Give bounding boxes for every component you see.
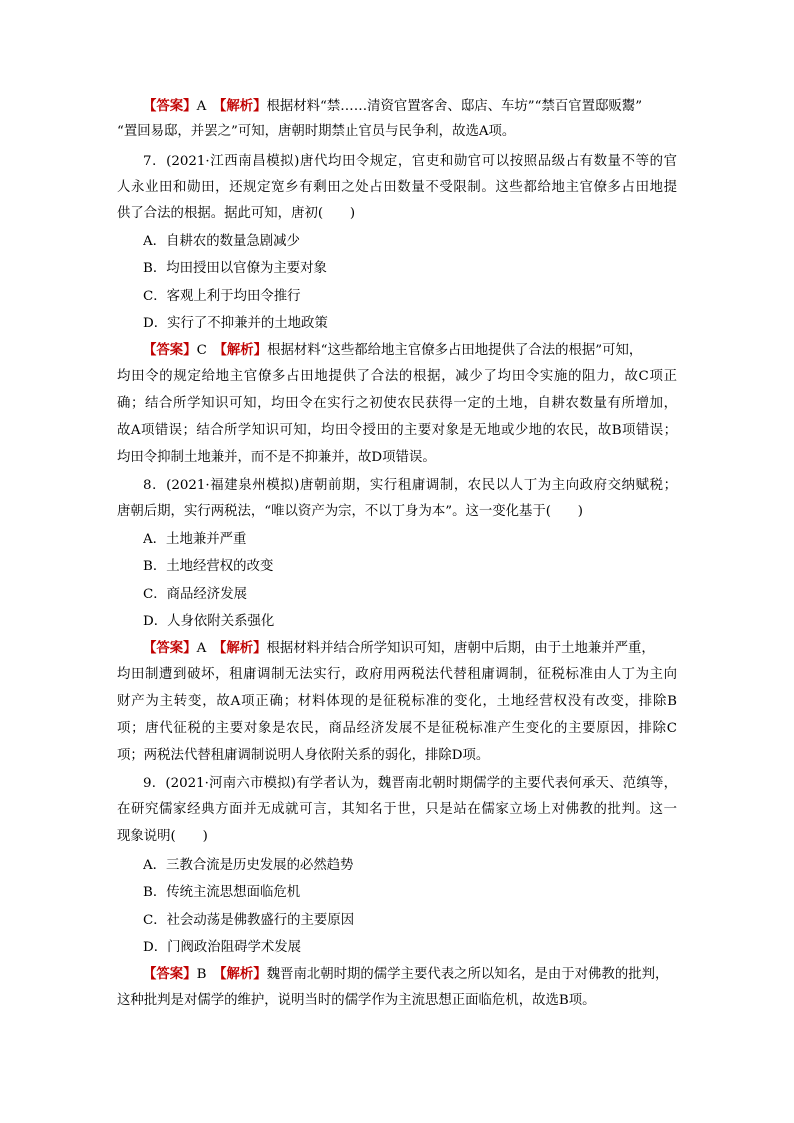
answer-tag: 【答案】 bbox=[143, 966, 197, 982]
q8-analysis-line: 项；唐代征税的主要对象是农民，商品经济发展不是征税标准产生变化的主要原因，排除C bbox=[117, 721, 677, 736]
q7-option-b: B．均田授田以官僚为主要对象 bbox=[143, 261, 327, 276]
q9-stem-line: 在研究儒家经典方面并无成就可言，其知名于世，只是站在儒家立场上对佛教的批判。这一 bbox=[117, 802, 677, 817]
answer-tag: 【答案】 bbox=[143, 342, 197, 358]
q7-analysis-line: 确；结合所学知识可知，均田令在实行之初使农民获得一定的土地，自耕农数量有所增加， bbox=[117, 396, 677, 411]
q8-stem-line: 唐朝后期，实行两税法，“唯以资产为宗，不以丁身为本”。这一变化基于( ) bbox=[117, 504, 584, 519]
q7-option-d: D．实行了不抑兼并的土地政策 bbox=[143, 316, 328, 331]
q8-option-d: D．人身依附关系强化 bbox=[143, 614, 275, 629]
q7-analysis-line: 均田令的规定给地主官僚多占田地提供了合法的根据，减少了均田令实施的阻力，故C项正 bbox=[117, 369, 677, 384]
q8-analysis-line: 项；两税法代替租庸调制说明人身依附关系的弱化，排除D项。 bbox=[117, 748, 490, 763]
q9-answer-value: B bbox=[196, 967, 207, 982]
q8-answer-line bbox=[143, 638, 703, 659]
q9-option-a: A．三教合流是历史发展的必然趋势 bbox=[143, 858, 354, 873]
q9-answer-line bbox=[143, 964, 703, 985]
q8-analysis-line: 均田制遭到破坏，租庸调制无法实行，政府用两税法代替租庸调制，征税标准由人丁为主向 bbox=[117, 667, 677, 682]
q7-analysis-line: 故A项错误；结合所学知识可知，均田令授田的主要对象是无地或少地的农民，故B项错误； bbox=[117, 423, 677, 438]
answer-tag: 【答案】 bbox=[143, 98, 197, 114]
q8-answer-value: A bbox=[196, 641, 207, 656]
q6-answer-value: A bbox=[196, 99, 207, 114]
q9-option-c: C．社会动荡是佛教盛行的主要原因 bbox=[143, 913, 355, 928]
q7-option-a: A．自耕农的数量急剧减少 bbox=[143, 234, 300, 249]
analysis-tag: 【解析】 bbox=[219, 966, 267, 982]
q7-analysis-line: 均田令抑制土地兼并，而不是不抑兼并，故D项错误。 bbox=[117, 450, 436, 465]
answer-tag: 【答案】 bbox=[143, 640, 197, 656]
q8-option-b: B．土地经营权的改变 bbox=[143, 559, 274, 574]
q8-option-c: C．商品经济发展 bbox=[143, 587, 247, 602]
q9-option-b: B．传统主流思想面临危机 bbox=[143, 885, 301, 900]
q7-stem-line: 人永业田和勋田，还规定宽乡有剩田之处占田数量不受限制。这些都给地主官僚多占田地提 bbox=[117, 180, 677, 195]
q9-option-d: D．门阀政治阻碍学术发展 bbox=[143, 940, 302, 955]
analysis-tag: 【解析】 bbox=[219, 640, 267, 656]
q8-stem-line: 8．(2021·福建泉州模拟)唐朝前期，实行租庸调制，农民以人丁为主向政府交纳赋税； bbox=[143, 478, 677, 493]
analysis-tag: 【解析】 bbox=[219, 98, 267, 114]
q8-analysis-text: 根据材料并结合所学知识可知，唐朝中后期，由于土地兼并严重， bbox=[266, 641, 655, 656]
q9-analysis-text: 魏晋南北朝时期的儒学主要代表之所以知名，是由于对佛教的批判， bbox=[266, 967, 669, 982]
q7-answer-value: C bbox=[196, 343, 207, 358]
q6-analysis-text: 根据材料“禁……清资官置客舍、邸店、车坊”“禁百官置邸贩鬻” bbox=[266, 99, 643, 114]
analysis-tag: 【解析】 bbox=[220, 342, 268, 358]
q7-answer-line bbox=[143, 340, 703, 361]
q7-option-c: C．客观上利于均田令推行 bbox=[143, 289, 301, 304]
q7-analysis-text: 根据材料“这些都给地主官僚多占田地提供了合法的根据”可知， bbox=[267, 343, 643, 358]
q7-stem-line: 供了合法的根据。据此可知，唐初( ) bbox=[117, 206, 356, 221]
q8-analysis-line: 财产为主转变，故A项正确；材料体现的是征税标准的变化，土地经营权没有改变，排除B bbox=[117, 694, 677, 709]
q6-answer-line bbox=[143, 96, 703, 117]
q9-stem-line: 9．(2021·河南六市模拟)有学者认为，魏晋南北朝时期儒学的主要代表何承天、范缜等， bbox=[143, 776, 677, 791]
q7-stem-line: 7．(2021·江西南昌模拟)唐代均田令规定，官吏和勋官可以按照品级占有数量不等的官 bbox=[143, 154, 677, 169]
q9-stem-line: 现象说明( ) bbox=[117, 829, 208, 844]
q8-option-a: A．土地兼并严重 bbox=[143, 532, 247, 547]
q6-analysis-line: “置回易邸，并罢之”可知，唐朝时期禁止官员与民争利，故选A项。 bbox=[117, 124, 516, 139]
q9-analysis-line: 这种批判是对儒学的维护，说明当时的儒学作为主流思想正面临危机，故选B项。 bbox=[117, 993, 596, 1008]
